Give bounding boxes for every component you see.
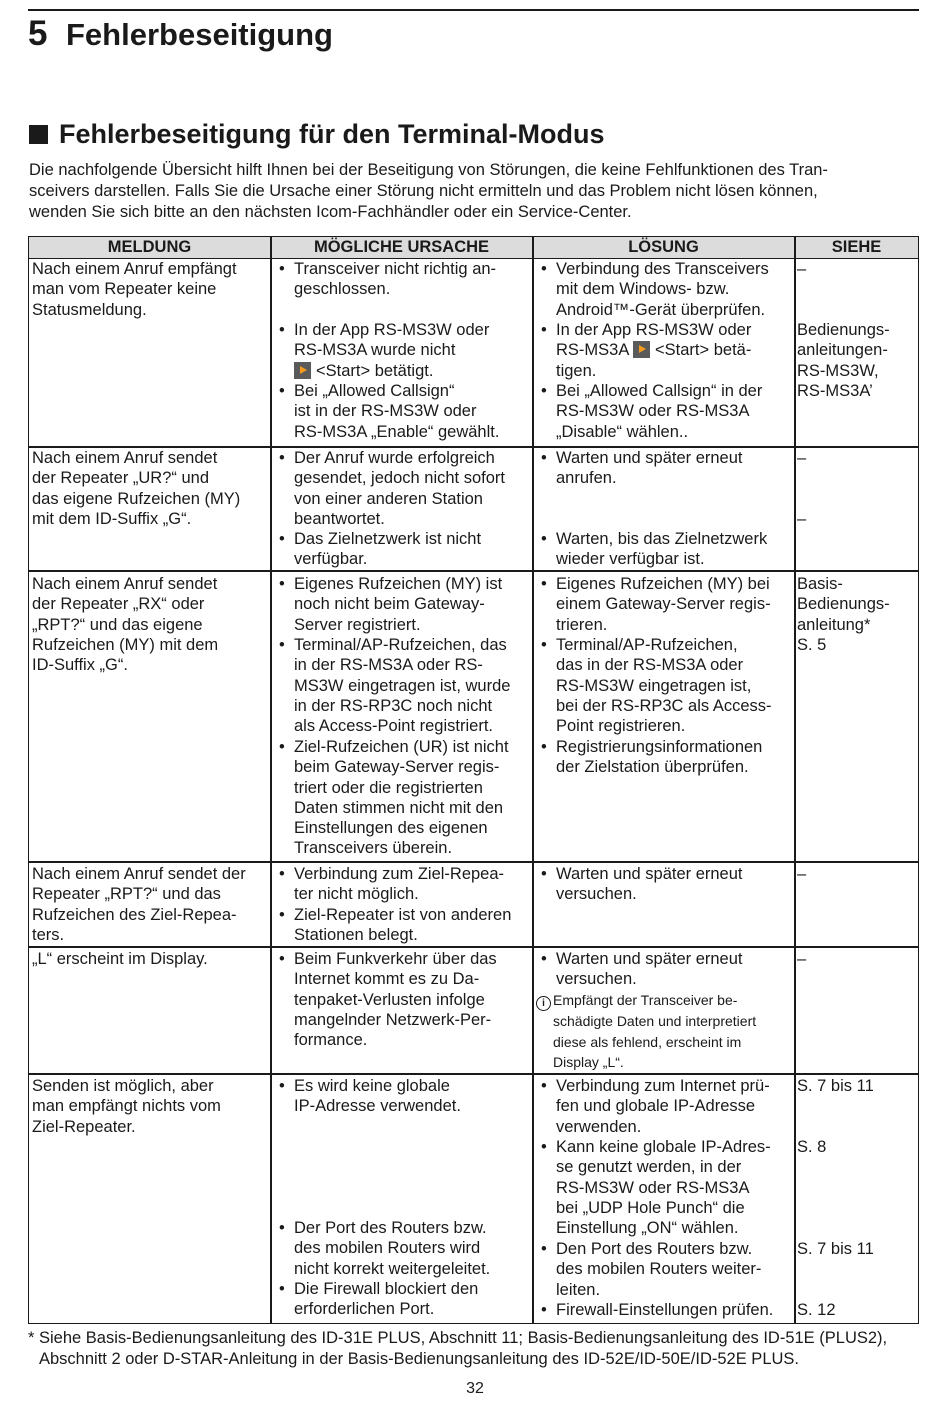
header-meldung: MELDUNG (107, 238, 192, 256)
square-bullet-icon (29, 125, 48, 144)
bullet-dot: • (279, 530, 285, 548)
chapter-heading (28, 14, 333, 58)
reference: Basis- Bedienungs- anleitung* S. 5 (797, 575, 890, 654)
section-title: Fehlerbeseitigung für den Terminal-Modus (59, 119, 605, 149)
table-row-meldung: Nach einem Anruf sendet der Repeater „RPT?“ und das Rufzeichen des Ziel-Repea- ters. (32, 865, 246, 944)
cause-item: Terminal/AP-Rufzeichen, das in der RS-MS3A oder RS- MS3W eingetragen ist, wurde in der RS-RP3C noch nicht als Access-Point registriert. (294, 636, 511, 736)
reference: Bedienungs- anleitungen- RS-MS3W, RS-MS3A’ (797, 321, 890, 400)
cause-item: Ziel-Rufzeichen (UR) ist nicht beim Gateway-Server regis- triert oder die registrierten Daten stimmen nicht mit den Einstellungen des eigenen Transceivers überein. (294, 738, 509, 858)
cause-item: Es wird keine globale IP-Adresse verwendet. (294, 1077, 461, 1116)
reference: – (797, 260, 807, 278)
reference: S. 12 (797, 1301, 836, 1319)
bullet-dot: • (541, 260, 547, 278)
reference: – (797, 449, 807, 467)
row-divider (29, 946, 918, 948)
bullet-dot: • (541, 1301, 547, 1319)
header-ursache: MÖGLICHE URSACHE (313, 238, 490, 256)
bullet-dot: • (279, 1280, 285, 1298)
bullet-dot: • (541, 865, 547, 883)
play-icon (633, 341, 650, 358)
bullet-dot: • (279, 1219, 285, 1237)
row-divider (29, 1073, 918, 1075)
bullet-dot: • (541, 636, 547, 654)
solution-item: In der App RS-MS3W oder RS-MS3A <Start> betä- tigen. (556, 321, 752, 380)
bullet-dot: • (541, 1240, 547, 1258)
bullet-dot: • (279, 906, 285, 924)
header-loesung: LÖSUNG (628, 238, 699, 256)
reference: S. 7 bis 11 (797, 1077, 874, 1095)
intro-line: wenden Sie sich bitte an den nächsten Icom-Fachhändler oder ein Service-Center. (29, 203, 632, 221)
bullet-dot: • (541, 449, 547, 467)
header-siehe: SIEHE (831, 238, 882, 256)
table-row-meldung: Nach einem Anruf empfängt man vom Repeater keine Statusmeldung. (32, 260, 237, 319)
page-number: 32 (466, 1380, 484, 1397)
table-row-meldung: Senden ist möglich, aber man empfängt nichts vom Ziel-Repeater. (32, 1077, 221, 1136)
solution-item: Firewall-Einstellungen prüfen. (556, 1301, 774, 1319)
row-divider (29, 570, 918, 572)
bullet-dot: • (541, 530, 547, 548)
cause-item: Transceiver nicht richtig an- geschlossen. (294, 260, 497, 299)
chapter-title: Fehlerbeseitigung (66, 17, 333, 52)
solution-item: Verbindung zum Internet prü- fen und globale IP-Adresse verwenden. (556, 1077, 770, 1136)
table-row-meldung: Nach einem Anruf sendet der Repeater „UR?“ und das eigene Rufzeichen (MY) mit dem ID-Suffix „G“. (32, 449, 241, 528)
cause-item: Der Port des Routers bzw. des mobilen Routers wird nicht korrekt weitergeleitet. (294, 1219, 491, 1278)
bullet-dot: • (541, 1077, 547, 1095)
solution-item: Registrierungsinformationen der Zielstation überprüfen. (556, 738, 763, 777)
intro-line: sceivers darstellen. Falls Sie die Ursache einer Störung nicht ermitteln und das Problem nicht lösen können, (29, 182, 818, 200)
chapter-number: 5 (28, 14, 48, 53)
solution-item: Warten, bis das Zielnetzwerk wieder verfügbar ist. (556, 530, 768, 569)
bullet-dot: • (279, 950, 285, 968)
info-icon: i (536, 996, 551, 1011)
play-icon (294, 362, 311, 379)
cause-item: Verbindung zum Ziel-Repea- ter nicht möglich. (294, 865, 505, 904)
bullet-dot: • (541, 950, 547, 968)
bullet-dot: • (279, 738, 285, 756)
cause-item: Die Firewall blockiert den erforderlichen Port. (294, 1280, 479, 1319)
solution-item: Bei „Allowed Callsign“ in der RS-MS3W oder RS-MS3A „Disable“ wählen.. (556, 382, 763, 441)
bullet-dot: • (279, 382, 285, 400)
bullet-dot: • (541, 382, 547, 400)
bullet-dot: • (279, 449, 285, 467)
column-divider (532, 237, 534, 1323)
cause-item: Bei „Allowed Callsign“ ist in der RS-MS3W oder RS-MS3A „Enable“ gewählt. (294, 382, 500, 441)
cause-item: Ziel-Repeater ist von anderen Stationen belegt. (294, 906, 512, 945)
solution-item: Den Port des Routers bzw. des mobilen Routers weiter- leiten. (556, 1240, 762, 1299)
cause-item: In der App RS-MS3W oder RS-MS3A wurde nicht <Start> betätigt. (294, 321, 490, 380)
cause-item: Das Zielnetzwerk ist nicht verfügbar. (294, 530, 482, 569)
bullet-dot: • (541, 575, 547, 593)
cause-item: Beim Funkverkehr über das Internet kommt es zu Da- tenpaket-Verlusten infolge mangelnder Netzwerk-Per- formance. (294, 950, 497, 1050)
bullet-dot: • (279, 1077, 285, 1095)
bullet-dot: • (279, 865, 285, 883)
top-rule (28, 9, 919, 11)
bullet-dot: • (279, 321, 285, 339)
reference: S. 8 (797, 1138, 827, 1156)
solution-item: Warten und später erneut versuchen. (556, 865, 743, 904)
column-divider (270, 237, 272, 1323)
table-row-meldung: Nach einem Anruf sendet der Repeater „RX“ oder „RPT?“ und das eigene Rufzeichen (MY) mit dem ID-Suffix „G“. (32, 575, 219, 675)
section-heading (29, 119, 605, 150)
footnote: * Siehe Basis-Bedienungsanleitung des ID-31E PLUS, Abschnitt 11; Basis-Bedienungsanleitung des ID-51E (PLUS2), Abschnitt 2 oder D-STAR-Anleitung in der Basis-Bedienungsanleitung des ID-52E/ID-50E/ID-52E PLUS. (28, 1329, 888, 1368)
bullet-dot: • (541, 1138, 547, 1156)
bullet-dot: • (541, 321, 547, 339)
row-divider (29, 861, 918, 863)
solution-item: Eigenes Rufzeichen (MY) bei einem Gateway-Server regis- trieren. (556, 575, 771, 634)
reference: – (797, 510, 807, 528)
reference: – (797, 865, 807, 883)
solution-item: Warten und später erneut anrufen. (556, 449, 743, 488)
troubleshooting-table (28, 236, 919, 1324)
bullet-dot: • (279, 636, 285, 654)
table-header-row (29, 237, 918, 259)
bullet-dot: • (279, 260, 285, 278)
table-row-meldung: „L“ erscheint im Display. (32, 950, 208, 968)
cause-item: Der Anruf wurde erfolgreich gesendet, jedoch nicht sofort von einer anderen Station beantwortet. (294, 449, 505, 528)
intro-paragraph (29, 160, 919, 223)
reference: – (797, 950, 807, 968)
cause-item: Eigenes Rufzeichen (MY) ist noch nicht beim Gateway- Server registriert. (294, 575, 503, 634)
reference: S. 7 bis 11 (797, 1240, 874, 1258)
solution-item: Terminal/AP-Rufzeichen, das in der RS-MS3A oder RS-MS3W eingetragen ist, bei der RS-RP3C als Access- Point registrieren. (556, 636, 772, 736)
bullet-dot: • (279, 575, 285, 593)
solution-item: Warten und später erneut versuchen. (556, 950, 743, 989)
bullet-dot: • (541, 738, 547, 756)
info-note: i Empfängt der Transceiver be- schädigte Daten und interpretiert diese als fehlend, erscheint im Display „L“. (536, 990, 756, 1073)
intro-line: Die nachfolgende Übersicht hilft Ihnen bei der Beseitigung von Störungen, die keine Fehlfunktionen des Tran- (29, 161, 828, 179)
solution-item: Kann keine globale IP-Adres- se genutzt werden, in der RS-MS3W oder RS-MS3A bei „UDP Hole Punch“ die Einstellung „ON“ wählen. (556, 1138, 771, 1238)
solution-item: Verbindung des Transceivers mit dem Windows- bzw. Android™-Gerät überprüfen. (556, 260, 769, 319)
column-divider (794, 237, 796, 1323)
